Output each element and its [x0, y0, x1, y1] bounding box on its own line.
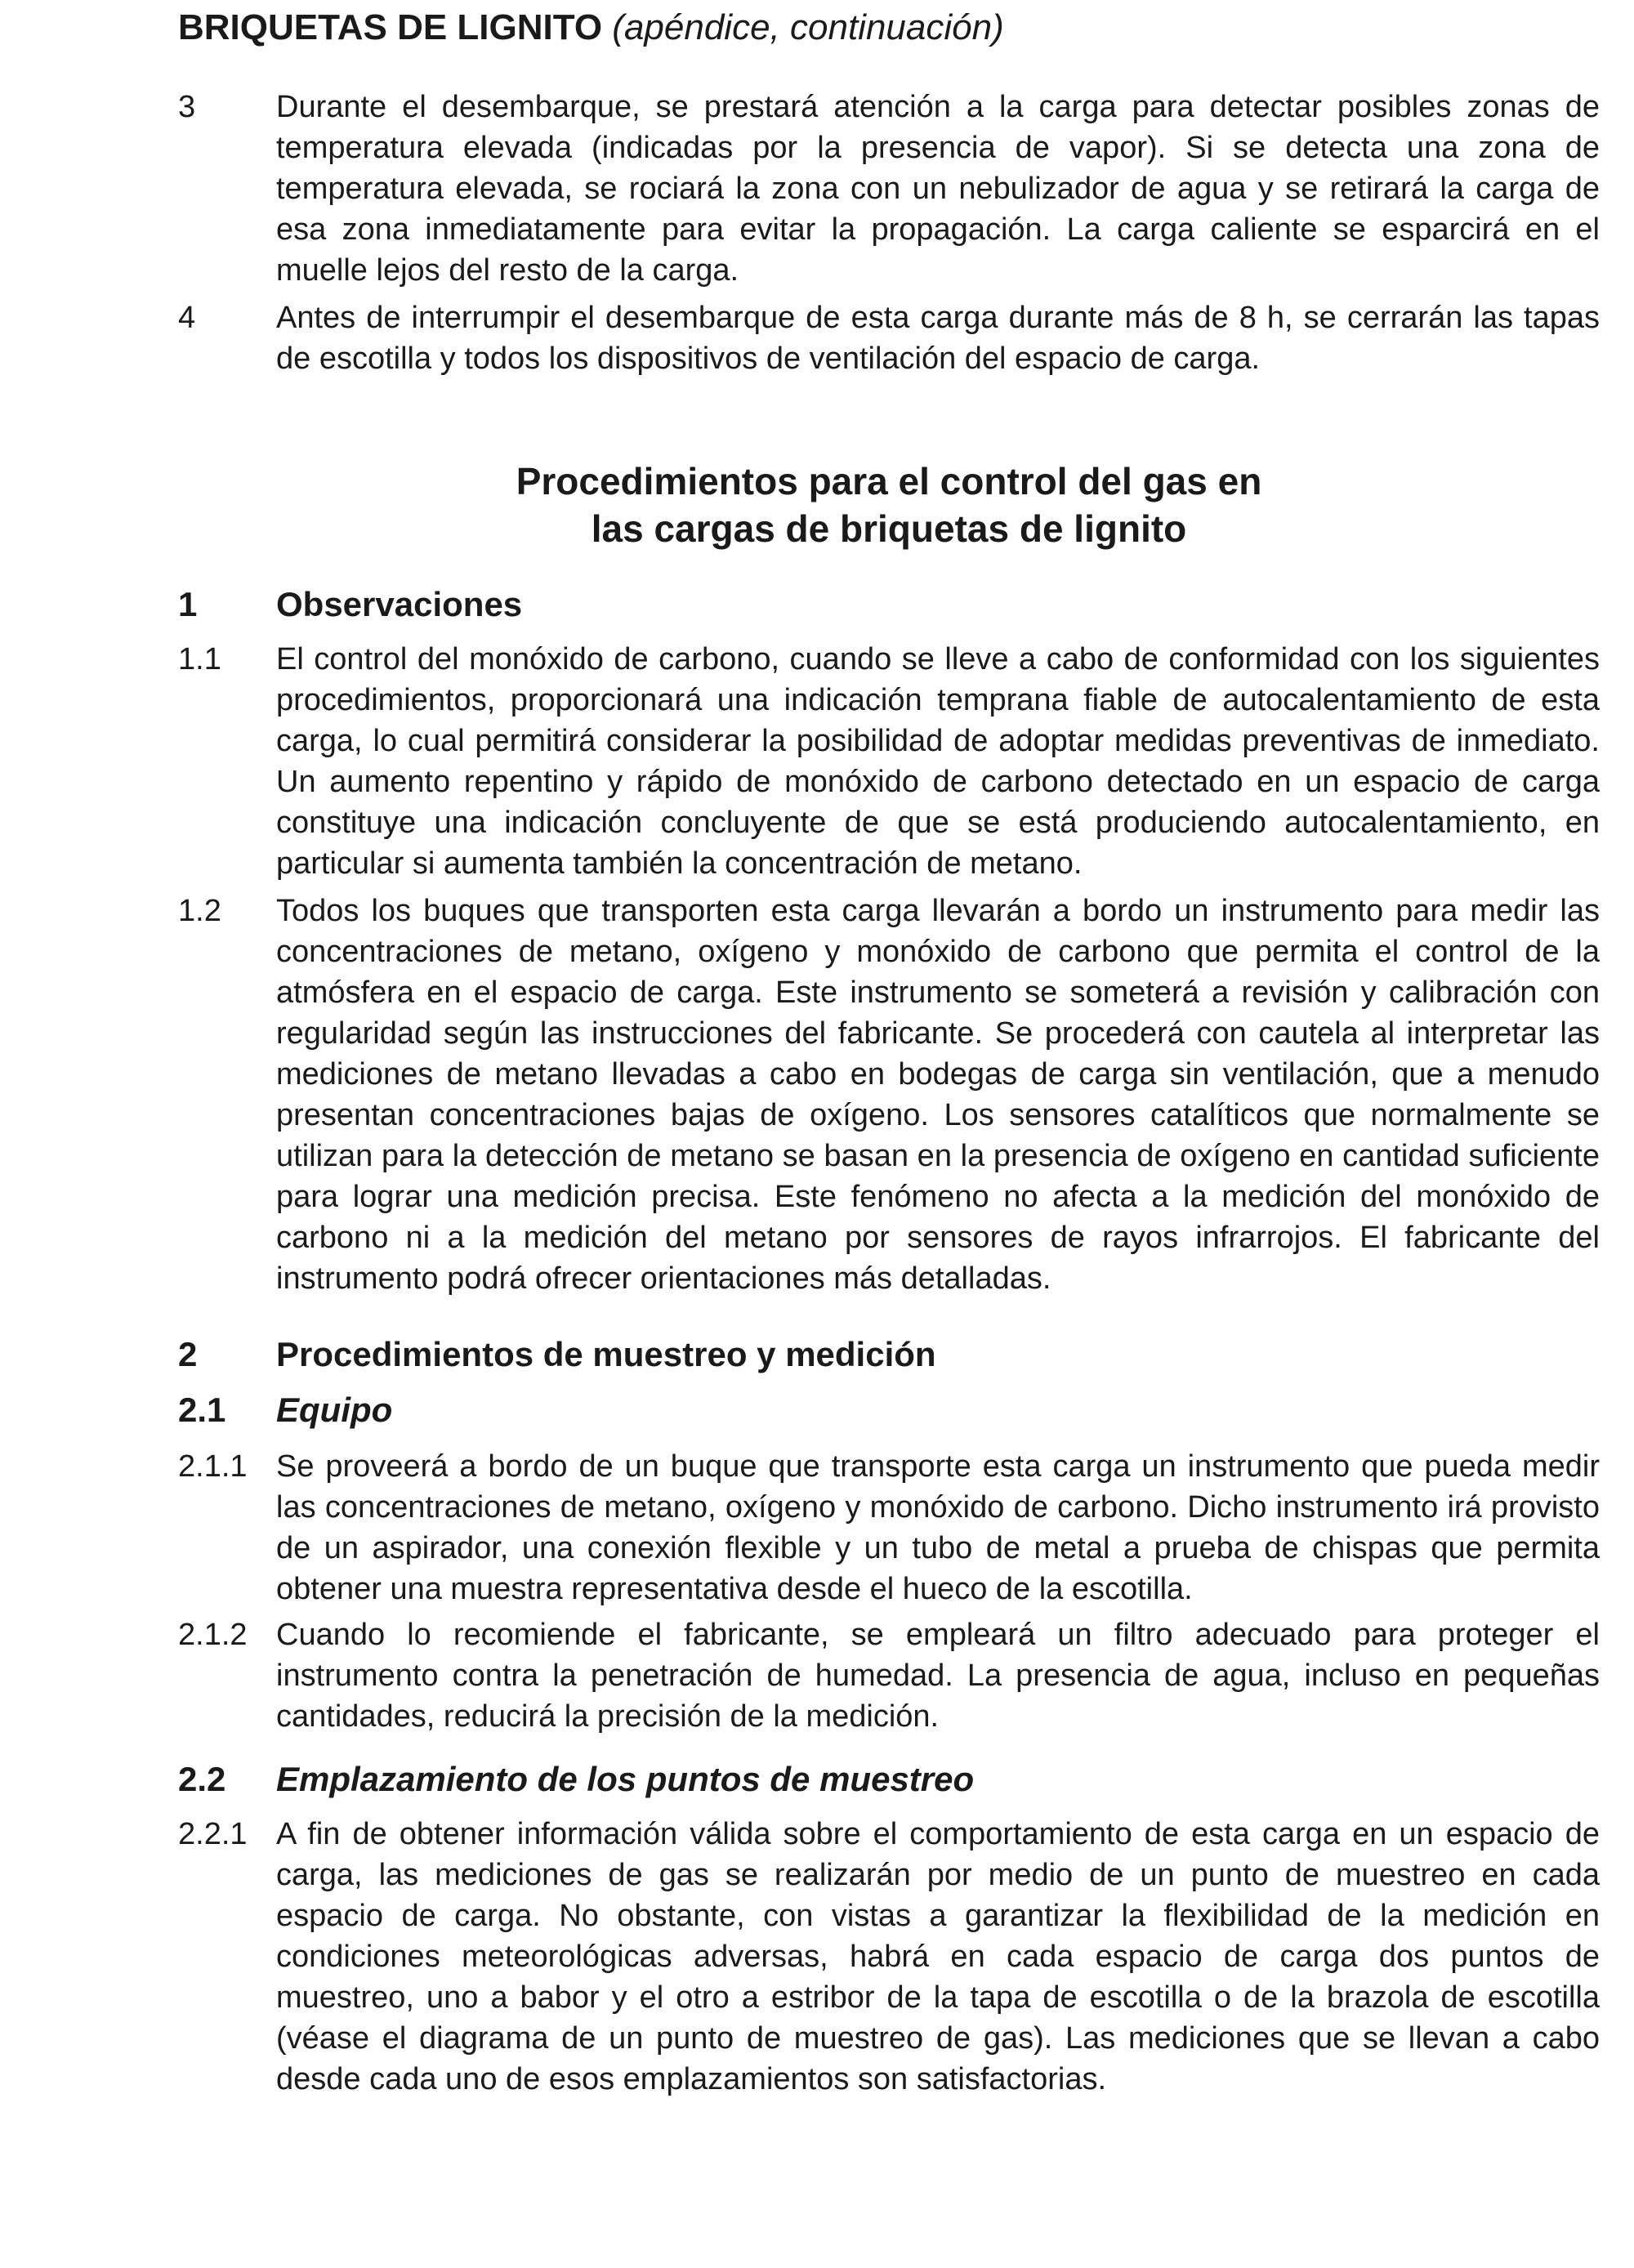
- paragraph-number: 1.1: [178, 642, 221, 676]
- running-head: [178, 3, 1004, 52]
- paragraph-text: Durante el desembarque, se prestará atención a la carga para detectar posibles zonas de temperatura elevada (indicadas por la presencia de vapor). Si se detecta una zona de temperatura elevada, se rociará la zona con un nebulizador de agua y se retirará la carga de esa zona inmediatamente para evitar la propagación. La carga caliente se esparcirá en el muelle lejos del resto de la carga.: [276, 90, 1600, 288]
- subsection-heading: Equipo: [276, 1391, 393, 1429]
- paragraph-text: El control del monóxido de carbono, cuando se lleve a cabo de conformidad con los siguientes procedimientos, proporcionará una indicación temprana fiable de autocalentamiento de esta carga, lo cual permitirá considerar la posibilidad de adoptar medidas preventivas de inmediato. Un aumento repentino y rápido de monóxido de carbono detectado en un espacio de carga constituye una indicación concluyente de que se está produciendo autocalentamiento, en particular si aumenta también la concentración de metano.: [276, 642, 1600, 881]
- paragraph-number: 1.2: [178, 894, 221, 928]
- paragraph-number: 2.2.1: [178, 1817, 248, 1851]
- subsection-heading: Emplazamiento de los puntos de muestreo: [276, 1760, 975, 1798]
- paragraph-text: Antes de interrumpir el desembarque de esta carga durante más de 8 h, se cerrarán las tapas de escotilla y todos los dispositivos de ventilación del espacio de carga.: [276, 301, 1600, 376]
- running-head-subtitle: (apéndice, continuación): [612, 7, 1004, 47]
- section-number: 2: [178, 1335, 198, 1373]
- subsection-number: 2.1: [178, 1391, 226, 1429]
- section-title-line-2: las cargas de briquetas de lignito: [591, 507, 1187, 550]
- section-heading: Procedimientos de muestreo y medición: [276, 1335, 936, 1373]
- paragraph-text: Cuando lo recomiende el fabricante, se empleará un filtro adecuado para proteger el instrumento contra la penetración de humedad. La presencia de agua, incluso en pequeñas cantidades, reducirá la precisión de la medición.: [276, 1618, 1600, 1734]
- subsection-number: 2.2: [178, 1760, 226, 1798]
- paragraph-text: Se proveerá a bordo de un buque que transporte esta carga un instrumento que pueda medir las concentraciones de metano, oxígeno y monóxido de carbono. Dicho instrumento irá provisto de un aspirador, una conexión flexible y un tubo de metal a prueba de chispas que permita obtener una muestra representativa desde el hueco de la escotilla.: [276, 1449, 1600, 1606]
- paragraph-text: Todos los buques que transporten esta carga llevarán a bordo un instrumento para medir las concentraciones de metano, oxígeno y monóxido de carbono que permita el control de la atmósfera en el espacio de carga. Este instrumento se someterá a revisión y calibración con regularidad según las instrucciones del fabricante. Se procederá con cautela al interpretar las mediciones de metano llevadas a cabo en bodegas de carga sin ventilación, que a menudo presentan concentraciones bajas de oxígeno. Los sensores catalíticos que normalmente se utilizan para la detección de metano se basan en la presencia de oxígeno en cantidad suficiente para lograr una medición precisa. Este fenómeno no afecta a la medición del monóxido de carbono ni a la medición del metano por sensores de rayos infrarrojos. El fabricante del instrumento podrá ofrecer orientaciones más detalladas.: [276, 894, 1600, 1296]
- paragraph-number: 2.1.2: [178, 1618, 248, 1652]
- paragraph-text: A fin de obtener información válida sobre el comportamiento de esta carga en un espacio de carga, las mediciones de gas se realizarán por medio de un punto de muestreo en cada espacio de carga. No obstante, con vistas a garantizar la flexibilidad de la medición en condiciones meteorológicas adversas, habrá en cada espacio de carga dos puntos de muestreo, uno a babor y el otro a estribor de la tapa de escotilla o de la brazola de escotilla (véase el diagrama de un punto de muestreo de gas). Las mediciones que se llevan a cabo desde cada uno de esos emplazamientos son satisfactorias.: [276, 1817, 1600, 2096]
- running-head-title: BRIQUETAS DE LIGNITO: [178, 7, 603, 47]
- section-number: 1: [178, 585, 198, 623]
- paragraph-number: 3: [178, 90, 196, 124]
- paragraph-number: 4: [178, 301, 196, 335]
- section-title-line-1: Procedimientos para el control del gas en: [516, 460, 1262, 502]
- paragraph-number: 2.1.1: [178, 1449, 248, 1484]
- section-heading: Observaciones: [276, 585, 523, 623]
